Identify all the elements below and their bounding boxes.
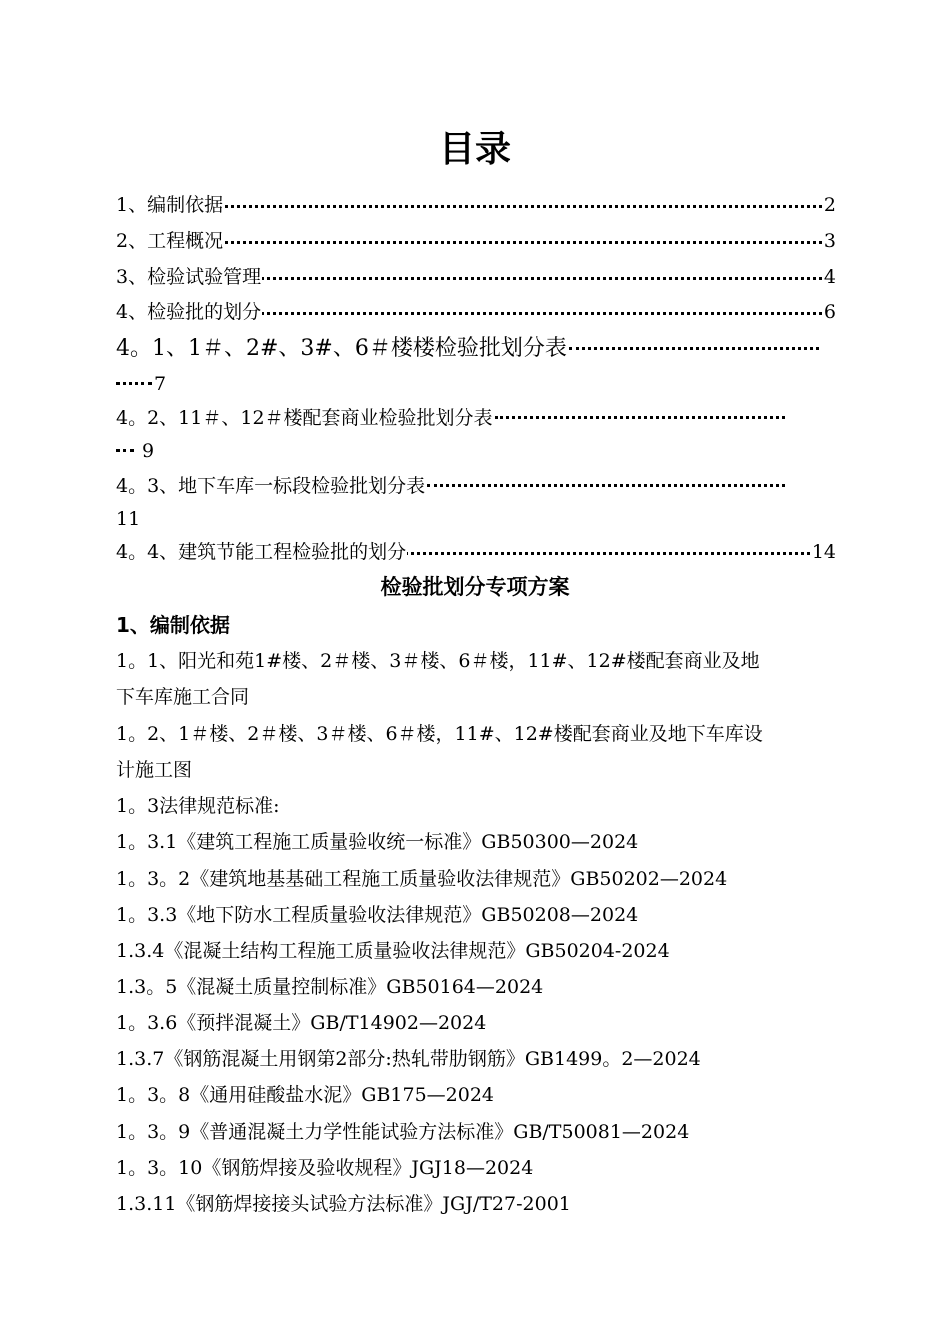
toc-entry-label: 4。4、建筑节能工程检验批的划分: [116, 541, 407, 563]
body-paragraph: 1。3.6《预拌混凝土》GB/T14902—2024: [116, 1012, 487, 1034]
toc-entry[interactable]: [116, 336, 836, 362]
toc-entry-page: 4: [823, 266, 836, 288]
toc-entry-label: 2、工程概况: [116, 230, 224, 252]
toc-entry-continuation[interactable]: [116, 371, 166, 397]
toc-entry[interactable]: [116, 192, 836, 218]
toc-entry-label: 4、检验批的划分: [116, 301, 262, 323]
body-paragraph: 1。3。10《钢筋焊接及验收规程》JGJ18—2024: [116, 1157, 534, 1179]
body-paragraph: 1。3.3《地下防水工程质量验收法律规范》GB50208—2024: [116, 904, 639, 926]
body-paragraph: 1。3。9《普通混凝土力学性能试验方法标准》GB/T50081—2024: [116, 1121, 690, 1143]
toc-entry[interactable]: [116, 228, 836, 254]
body-paragraph: 下车库施工合同: [116, 686, 250, 708]
body-paragraph: 1。3.1《建筑工程施工质量验收统一标准》GB50300—2024: [116, 831, 639, 853]
toc-entry-continuation[interactable]: [116, 438, 154, 464]
body-paragraph: 1。3。8《通用硅酸盐水泥》GB175—2024: [116, 1084, 495, 1106]
toc-leader-dots: [569, 347, 819, 350]
toc-entry-page: 2: [823, 194, 836, 216]
toc-entry-label: 1、编制依据: [116, 194, 224, 216]
toc-entry-page: 14: [811, 541, 836, 563]
body-paragraph: 1.3.11《钢筋焊接接头试验方法标准》JGJ/T27-2001: [116, 1193, 571, 1215]
toc-leader-dots: [495, 416, 785, 419]
section-heading: 1、编制依据: [116, 613, 230, 637]
toc-entry[interactable]: [116, 299, 836, 325]
toc-leader-dots: [116, 449, 134, 452]
toc-entry-label: 4。3、地下车库一标段检验批划分表: [116, 475, 426, 497]
toc-entry-label: 4。1、1＃、2#、3#、6＃楼楼检验批划分表: [116, 336, 567, 361]
toc-leader-dots: [116, 382, 152, 385]
toc-entry-page: 6: [823, 301, 836, 323]
toc-entry-page: 3: [823, 230, 836, 252]
toc-entry[interactable]: [116, 405, 836, 431]
toc-entry-page: 9: [142, 440, 155, 462]
body-paragraph: 1。3。2《建筑地基基础工程施工质量验收法律规范》GB50202—2024: [116, 868, 728, 890]
body-paragraph: 1。2、1＃楼、2＃楼、3＃楼、6＃楼，11#、12#楼配套商业及地下车库设: [116, 723, 763, 745]
toc-entry-label: 3、检验试验管理: [116, 266, 262, 288]
toc-leader-dots: [427, 484, 785, 487]
toc-entry[interactable]: [116, 539, 836, 565]
toc-entry-page: 11: [116, 508, 141, 530]
toc-entry-page: 7: [154, 373, 167, 395]
toc-entry-label: 4。2、11＃、12＃楼配套商业检验批划分表: [116, 407, 493, 429]
body-paragraph: 1.3。5《混凝土质量控制标准》GB50164—2024: [116, 976, 544, 998]
toc-title: 目录: [438, 129, 511, 170]
toc-entry[interactable]: [116, 473, 836, 499]
body-paragraph: 1。1、阳光和苑1#楼、2＃楼、3＃楼、6＃楼，11#、12#楼配套商业及地: [116, 650, 760, 672]
toc-entry[interactable]: [116, 264, 836, 290]
document-title: 检验批划分专项方案: [380, 575, 570, 599]
toc-entry-continuation[interactable]: [116, 506, 140, 532]
body-paragraph: 计施工图: [116, 759, 193, 781]
body-paragraph: 1。3法律规范标准:: [116, 795, 280, 817]
body-paragraph: 1.3.7《钢筋混凝土用钢第2部分:热轧带肋钢筋》GB1499。2—2024: [116, 1048, 701, 1070]
body-paragraph: 1.3.4《混凝土结构工程施工质量验收法律规范》GB50204-2024: [116, 940, 670, 962]
